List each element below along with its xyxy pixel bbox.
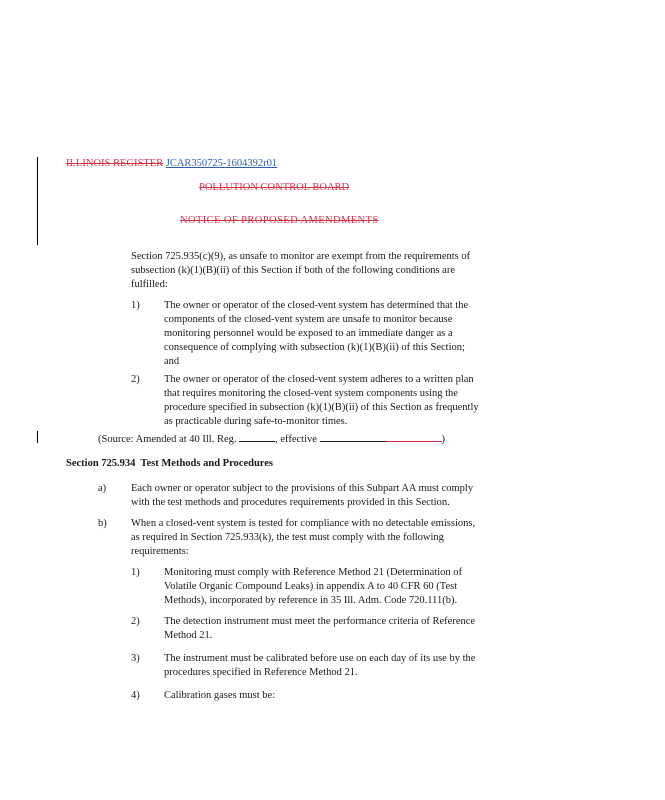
condition-text: [164, 373, 479, 429]
requirement-text: [164, 615, 475, 643]
requirement-line: Method 21.: [164, 630, 213, 641]
requirement-line: Monitoring must comply with Reference Method 21 (Determination of: [164, 567, 463, 578]
requirement-number: 2): [131, 616, 140, 627]
requirement-line: Methods), incorporated by reference in 35 Ill. Adm. Code 720.111(b).: [164, 595, 458, 606]
intro-paragraph: [131, 250, 470, 292]
board-title: POLLUTION CONTROL BOARD: [199, 182, 350, 193]
deleted-register-text: ILLINOIS REGISTER: [66, 158, 164, 169]
subsection-text: [131, 517, 475, 559]
register-volume-blank: [239, 431, 275, 442]
section-heading: [66, 457, 273, 471]
effective-date-blank: [320, 431, 386, 442]
condition-line: components of the closed-vent system are unsafe to monitor because: [164, 314, 453, 325]
change-bar-source: [37, 431, 38, 443]
requirement-line: The instrument must be calibrated before use on each day of its use by the: [164, 653, 476, 664]
change-bar-top: [37, 157, 38, 245]
requirement-line: Calibration gases must be:: [164, 690, 276, 701]
register-header: [66, 157, 277, 171]
subsection-line: Each owner or operator subject to the provisions of this Subpart AA must comply: [131, 483, 474, 494]
source-note: [98, 431, 445, 447]
condition-line: as practicable during safe-to-monitor times.: [164, 416, 348, 427]
requirement-line: The detection instrument must meet the performance criteria of Reference: [164, 616, 476, 627]
requirement-number: 4): [131, 690, 140, 701]
source-effective: , effective: [275, 434, 317, 445]
condition-number: 1): [131, 300, 140, 311]
requirement-line: Volatile Organic Compound Leaks) in appendix A to 40 CFR 60 (Test: [164, 581, 458, 592]
notice-title: NOTICE OF PROPOSED AMENDMENTS: [180, 215, 379, 226]
subsection-line: When a closed-vent system is tested for compliance with no detectable emissions,: [131, 518, 476, 529]
condition-line: monitoring personnel would be exposed to an immediate danger as a: [164, 328, 453, 339]
condition-text: [164, 299, 468, 369]
condition-line: and: [164, 356, 180, 367]
requirement-text: [164, 566, 462, 608]
section-title: Test Methods and Procedures: [140, 458, 274, 469]
subsection-line: with the test methods and procedures requirements provided in this Section.: [131, 497, 450, 508]
subsection-label: a): [98, 483, 107, 494]
deleted-date-blank: [386, 431, 442, 442]
condition-line: that requires monitoring the closed-vent system components using the: [164, 388, 458, 399]
source-close: ): [441, 434, 446, 445]
requirement-number: 1): [131, 567, 140, 578]
intro-line: subsection (k)(1)(B)(ii) of this Section if both of the following conditions are: [131, 265, 455, 276]
subsection-line: requirements:: [131, 546, 189, 557]
condition-line: The owner or operator of the closed-vent system has determined that the: [164, 300, 469, 311]
subsection-line: as required in Section 725.933(k), the test must comply with the following: [131, 532, 444, 543]
requirement-text: [164, 689, 275, 703]
intro-line: Section 725.935(c)(9), as unsafe to monitor are exempt from the requirements of: [131, 251, 471, 262]
requirement-number: 3): [131, 653, 140, 664]
condition-number: 2): [131, 374, 140, 385]
requirement-line: procedures specified in Reference Method 21.: [164, 667, 358, 678]
inserted-code-text: JCAR350725-1604392r01: [165, 158, 278, 169]
source-prefix: (Source: Amended at 40 Ill. Reg.: [98, 434, 237, 445]
section-number: Section 725.934: [66, 458, 136, 469]
condition-line: The owner or operator of the closed-vent system adheres to a written plan: [164, 374, 474, 385]
subsection-label: b): [98, 518, 107, 529]
condition-line: consequence of complying with subsection (k)(1)(B)(ii) of this Section;: [164, 342, 465, 353]
condition-line: procedure specified in subsection (k)(1)(B)(ii) of this Section as frequently: [164, 402, 479, 413]
intro-line: fulfilled:: [131, 279, 168, 290]
subsection-text: [131, 482, 473, 510]
requirement-text: [164, 652, 475, 680]
